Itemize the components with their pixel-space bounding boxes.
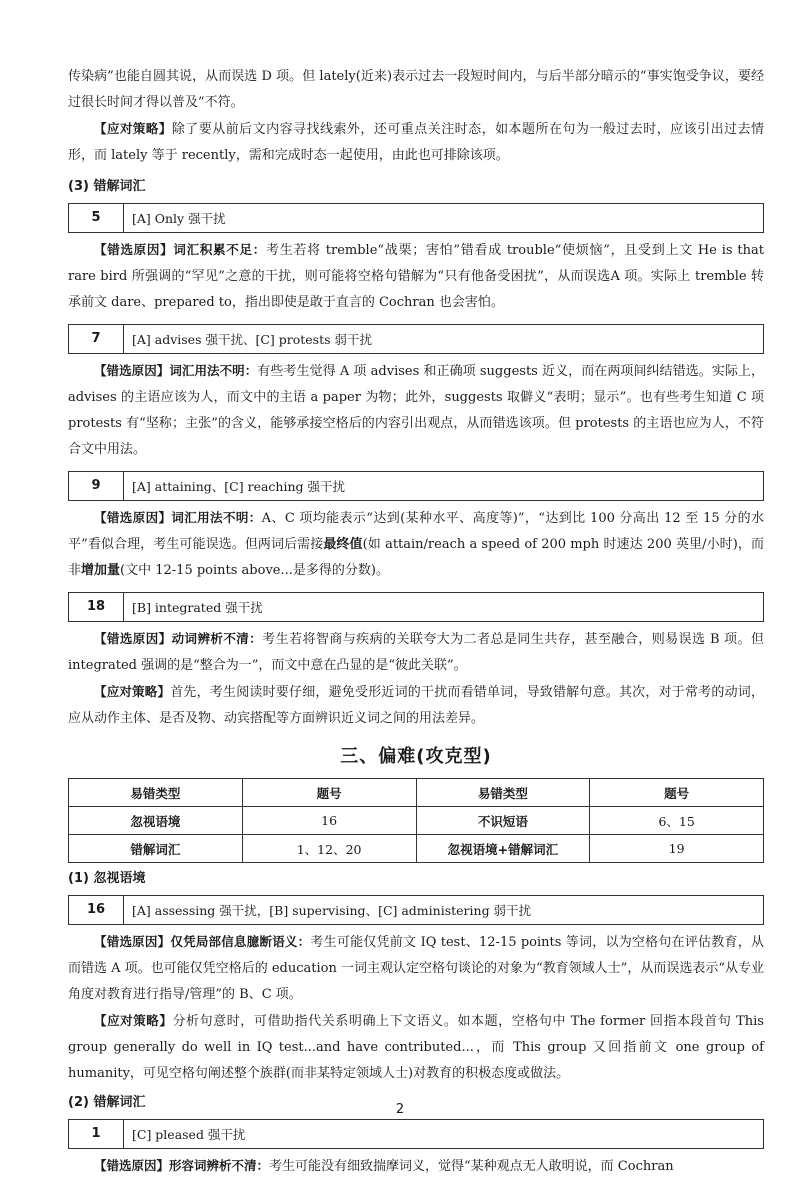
reason-tag: 【错选原因】 xyxy=(94,1158,170,1173)
question-number: 1 xyxy=(69,1120,124,1148)
page-number: 2 xyxy=(395,1102,405,1117)
reason-tag: 【错选原因】 xyxy=(94,510,172,525)
table-cell: 1、12、20 xyxy=(242,835,416,863)
reason-text-a: A、C 项均能表示“达到(某种水平、高度等)”，“达到比 100 分高出 12 至 15 分的水平”看似合理，考生可能误选。但两词后需接 xyxy=(68,511,764,552)
reason-tag: 【错选原因】 xyxy=(94,242,174,257)
table-cell: 忽视语境 xyxy=(69,807,243,835)
reason-text-c: (文中 12-15 points above...是多得的分数)。 xyxy=(120,563,389,578)
question-option: [B] integrated 强干扰 xyxy=(132,600,263,615)
explanation-q9 xyxy=(68,505,764,584)
strategy-tag: 【应对策略】 xyxy=(94,684,171,699)
question-option: [A] Only 强干扰 xyxy=(132,211,226,226)
page-content xyxy=(68,64,764,1180)
error-type-table xyxy=(68,778,764,863)
explanation-q7 xyxy=(68,358,764,463)
table-row xyxy=(69,835,764,863)
reason-tag: 【错选原因】 xyxy=(94,934,171,949)
intro-strategy-paragraph xyxy=(68,116,764,169)
reason-title: 动词辨析不清： xyxy=(171,631,263,646)
intro-paragraph: 传染病”也能自圆其说，从而误选 D 项。但 lately(近来)表示过去一段短时间内，与后半部分暗示的“事实饱受争议，要经过很长时间才得以普及”不符。 xyxy=(68,69,764,110)
reason-text: 考生若将 tremble“战栗；害怕”错看成 trouble“使烦恼”，且受到上文 He is that rare bird 所强调的“罕见”之意的干扰，则可能将空格句错解为“只有他备受困扰”，从而误选A 项。实际上 tremble 转承前文 dare、prepared to，指出即使是敢于直言的 Cochran 也会害怕。 xyxy=(68,243,764,310)
explanation-q18 xyxy=(68,626,764,679)
question-number: 9 xyxy=(69,472,124,500)
table-row xyxy=(69,807,764,835)
table-header-row xyxy=(69,779,764,807)
table-header: 题号 xyxy=(242,779,416,807)
question-number: 5 xyxy=(69,204,124,232)
reason-text-b: (如 attain/reach a speed of 200 mph 时速达 200 英里/小时)，而非 xyxy=(68,537,765,578)
reason-tag: 【错选原因】 xyxy=(94,363,170,378)
emphasis-final-value: 最终值 xyxy=(323,537,363,552)
table-cell: 16 xyxy=(242,807,416,835)
section-heading-vocab-2: (2) 错解词汇 xyxy=(68,1095,146,1110)
reason-title: 词汇积累不足： xyxy=(173,242,266,257)
strategy-text: 分析句意时，可借助指代关系明确上下文语义。如本题，空格句中 The former 回指本段首句 This group generally do well in IQ test...and have contributed...，而 This group 又回指前文 one group of humanity，可见空格句阐述整个族群(而非某特定领域人士)对教育的积极态度或做法。 xyxy=(68,1014,764,1081)
table-cell: 不识短语 xyxy=(416,807,590,835)
question-option: [A] attaining、[C] reaching 强干扰 xyxy=(132,479,345,494)
strategy-q18 xyxy=(68,679,764,732)
question-number: 7 xyxy=(69,325,124,353)
reason-text: 考生可能仅凭前文 IQ test、12-15 points 等词，以为空格句在评估教育，从而错选 A 项。也可能仅凭空格后的 education 一词主观认定空格句谈论的对象为“教育领域人士”，从而误选表示“从专业角度对教育进行指导/管理”的 B、C 项。 xyxy=(68,935,764,1002)
strategy-text: 除了要从前后文内容寻找线索外，还可重点关注时态，如本题所在句为一般过去时，应该引出过去情形，而 lately 等于 recently，需和完成时态一起使用，由此也可排除该项。 xyxy=(68,122,764,163)
section-heading-context: (1) 忽视语境 xyxy=(68,871,146,886)
question-box-16 xyxy=(68,895,764,925)
reason-title: 仅凭局部信息臆断语义： xyxy=(170,934,311,949)
reason-title: 词汇用法不明： xyxy=(171,510,262,525)
reason-title: 词汇用法不明： xyxy=(169,363,258,378)
question-box-1 xyxy=(68,1119,764,1149)
table-cell: 6、15 xyxy=(590,807,764,835)
question-option: [C] pleased 强干扰 xyxy=(132,1127,246,1142)
reason-title: 形容词辨析不清： xyxy=(169,1158,270,1173)
table-cell: 忽视语境+错解词汇 xyxy=(416,835,590,863)
section-heading-vocab: (3) 错解词汇 xyxy=(68,179,146,194)
question-box-5 xyxy=(68,203,764,233)
explanation-q16 xyxy=(68,929,764,1008)
explanation-q1 xyxy=(68,1153,764,1180)
strategy-tag: 【应对策略】 xyxy=(94,121,172,136)
reason-text: 考生可能没有细致揣摩词义，觉得“某种观点无人敢明说，而 Cochran xyxy=(269,1159,674,1174)
reason-tag: 【错选原因】 xyxy=(94,631,172,646)
reason-text: 考生若将智商与疾病的关联夸大为二者总是同生共存，甚至融合，则易误选 B 项。但 integrated 强调的是“整合为一”，而文中意在凸显的是“彼此关联”。 xyxy=(68,632,764,673)
strategy-tag: 【应对策略】 xyxy=(94,1013,173,1028)
table-header: 易错类型 xyxy=(416,779,590,807)
emphasis-increment: 增加量 xyxy=(81,563,121,578)
question-option: [A] assessing 强干扰，[B] supervising、[C] administering 弱干扰 xyxy=(132,903,532,918)
table-header: 易错类型 xyxy=(69,779,243,807)
question-number: 16 xyxy=(69,896,124,924)
question-box-18 xyxy=(68,592,764,622)
table-header: 题号 xyxy=(590,779,764,807)
question-box-7 xyxy=(68,324,764,354)
strategy-q16 xyxy=(68,1008,764,1087)
explanation-q5 xyxy=(68,237,764,316)
strategy-text: 首先，考生阅读时要仔细，避免受形近词的干扰而看错单词，导致错解句意。其次，对于常考的动词，应从动作主体、是否及物、动宾搭配等方面辨识近义词之间的用法差异。 xyxy=(68,685,764,726)
question-option: [A] advises 强干扰、[C] protests 弱干扰 xyxy=(132,332,373,347)
reason-text: 有些考生觉得 A 项 advises 和正确项 suggests 近义，而在两项间纠结错选。实际上，advises 的主语应该为人，而文中的主语 a paper 为物；此外，suggests 取僻义“表明；显示”。也有些考生知道 C 项 protests 有“坚称；主张”的含义，能够承接空格后的内容引出观点，从而错选该项。但 protests 的主语也应为人，不符合文中用法。 xyxy=(68,364,764,457)
part-title: 三、偏难(攻克型) xyxy=(340,746,492,767)
table-cell: 19 xyxy=(590,835,764,863)
question-number: 18 xyxy=(69,593,124,621)
table-cell: 错解词汇 xyxy=(69,835,243,863)
question-box-9 xyxy=(68,471,764,501)
